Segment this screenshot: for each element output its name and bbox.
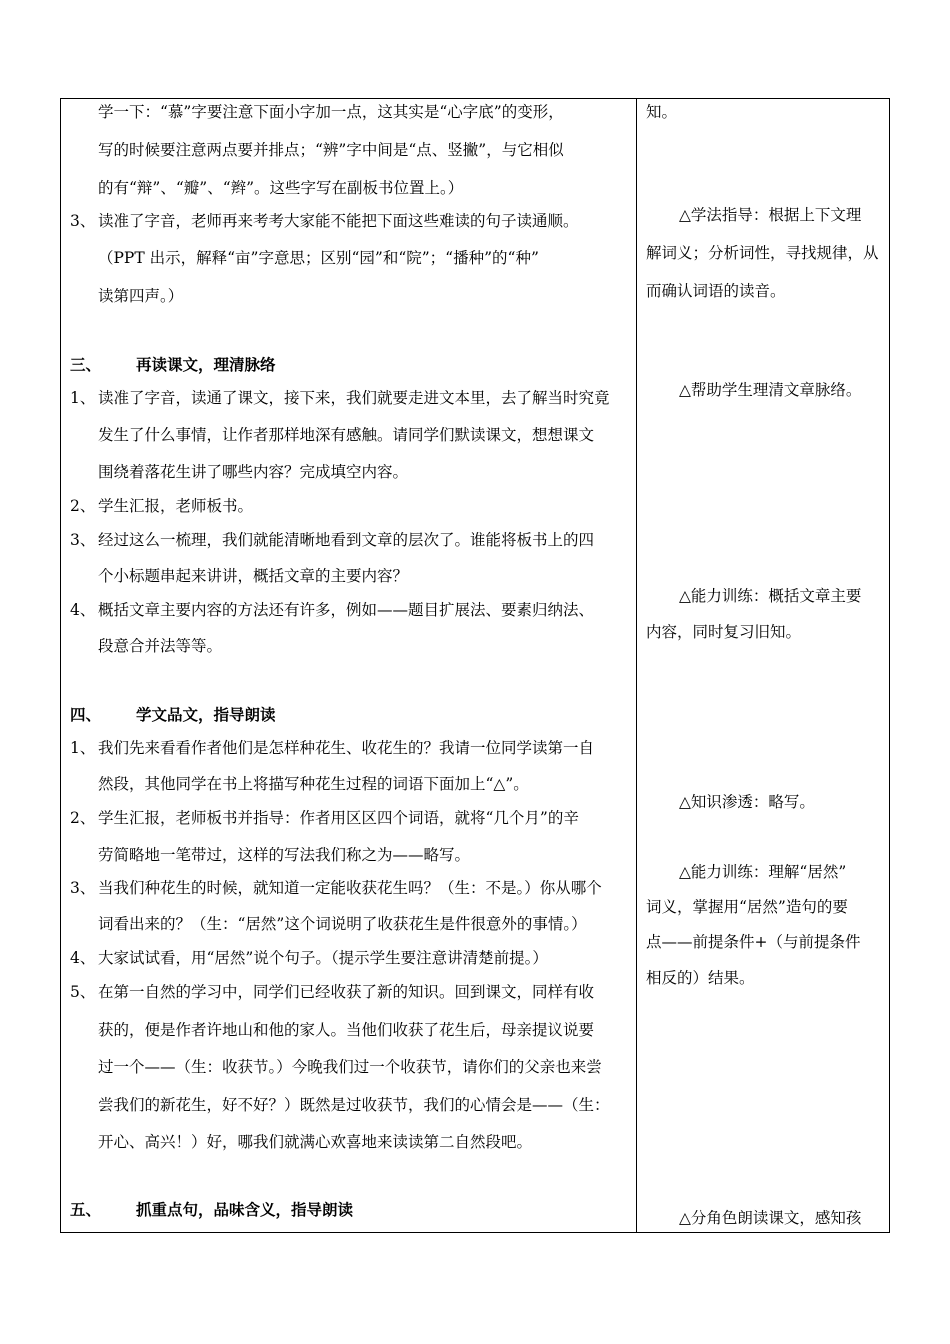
item-number: 5、 xyxy=(70,983,96,1001)
text-line: 读准了字音，老师再来考考大家能不能把下面这些难读的句子读通顺。 xyxy=(98,212,579,230)
text-line: 读第四声。） xyxy=(98,287,184,305)
item-number: 2、 xyxy=(70,497,96,515)
item-number: 4、 xyxy=(70,601,96,619)
text-line: 开心、高兴！）好，哪我们就满心欢喜地来读读第二自然段吧。 xyxy=(98,1133,533,1151)
note-line: 知。 xyxy=(646,103,678,121)
text-line: 学生汇报，老师板书。 xyxy=(98,497,254,515)
section-heading: 抓重点句，品味含义，指导朗读 xyxy=(136,1200,354,1219)
section-number: 四、 xyxy=(70,705,102,724)
text-line: 写的时候要注意两点要并排点；“辨”字中间是“点、竖撇”，与它相似 xyxy=(98,141,564,159)
item-number: 4、 xyxy=(70,949,96,967)
note-line: 解词义；分析词性，寻找规律，从 xyxy=(646,244,879,262)
section-number: 三、 xyxy=(70,355,102,374)
note-line: 内容，同时复习旧知。 xyxy=(646,623,802,641)
text-line: 个小标题串起来讲讲，概括文章的主要内容？ xyxy=(98,567,409,585)
note-line: △学法指导：根据上下文理 xyxy=(679,206,862,224)
text-line: 学一下：“慕”字要注意下面小字加一点，这其实是“心字底”的变形， xyxy=(98,103,564,121)
text-line: 尝我们的新花生，好不好？）既然是过收获节，我们的心情会是——（生： xyxy=(98,1096,610,1114)
section-heading: 再读课文，理清脉络 xyxy=(136,355,276,374)
text-line: 劳简略地一笔带过，这样的写法我们称之为——略写。 xyxy=(98,846,471,864)
section-heading: 学文品文，指导朗读 xyxy=(136,705,276,724)
text-line: 在第一自然的学习中，同学们已经收获了新的知识。回到课文，同样有收 xyxy=(98,983,595,1001)
note-line: 而确认词语的读音。 xyxy=(646,282,786,300)
text-line: 我们先来看看作者他们是怎样种花生、收花生的？我请一位同学读第一自 xyxy=(98,739,595,757)
note-line: 词义，掌握用“居然”造句的要 xyxy=(646,898,848,916)
column-divider xyxy=(636,98,637,1233)
note-line: △知识渗透：略写。 xyxy=(679,793,815,811)
item-number: 2、 xyxy=(70,809,96,827)
text-line: 词看出来的？（生：“居然”这个词说明了收获花生是件很意外的事情。） xyxy=(98,915,587,933)
text-line: 读准了字音，读通了课文，接下来，我们就要走进文本里，去了解当时究竟 xyxy=(98,389,610,407)
note-line: △能力训练：理解“居然” xyxy=(679,863,847,881)
note-line: 点——前提条件+（与前提条件 xyxy=(646,933,861,951)
note-line: 相反的）结果。 xyxy=(646,969,755,987)
text-line: 大家试试看，用“居然”说个句子。（提示学生要注意讲清楚前提。） xyxy=(98,949,548,967)
text-line: 经过这么一梳理，我们就能清晰地看到文章的层次了。谁能将板书上的四 xyxy=(98,531,595,549)
text-line: 当我们种花生的时候，就知道一定能收获花生吗？（生：不是。）你从哪个 xyxy=(98,879,602,897)
text-line: 过一个——（生：收获节。）今晚我们过一个收获节，请你们的父亲也来尝 xyxy=(98,1058,602,1076)
section-number: 五、 xyxy=(70,1200,102,1219)
item-number: 3、 xyxy=(70,212,96,230)
text-line: 发生了什么事情，让作者那样地深有感触。请同学们默读课文，想想课文 xyxy=(98,426,595,444)
text-line: 围绕着落花生讲了哪些内容？完成填空内容。 xyxy=(98,463,409,481)
item-number: 1、 xyxy=(70,389,96,407)
item-number: 3、 xyxy=(70,531,96,549)
text-line: 学生汇报，老师板书并指导：作者用区区四个词语，就将“几个月”的辛 xyxy=(98,809,579,827)
text-line: 的有“辩”、“瓣”、“辫”。这些字写在副板书位置上。） xyxy=(98,179,464,197)
text-line: 段意合并法等等。 xyxy=(98,637,223,655)
note-line: △分角色朗读课文，感知孩 xyxy=(679,1209,862,1227)
text-line: 获的，便是作者许地山和他的家人。当他们收获了花生后，母亲提议说要 xyxy=(98,1021,595,1039)
note-line: △帮助学生理清文章脉络。 xyxy=(679,381,862,399)
note-line: △能力训练：概括文章主要 xyxy=(679,587,862,605)
text-line: （PPT 出示，解释“亩”字意思；区别“园”和“院”；“播种”的“种” xyxy=(98,249,539,267)
item-number: 1、 xyxy=(70,739,96,757)
text-line: 概括文章主要内容的方法还有许多，例如——题目扩展法、要素归纳法、 xyxy=(98,601,595,619)
text-line: 然段，其他同学在书上将描写种花生过程的词语下面加上“△”。 xyxy=(98,775,529,793)
item-number: 3、 xyxy=(70,879,96,897)
